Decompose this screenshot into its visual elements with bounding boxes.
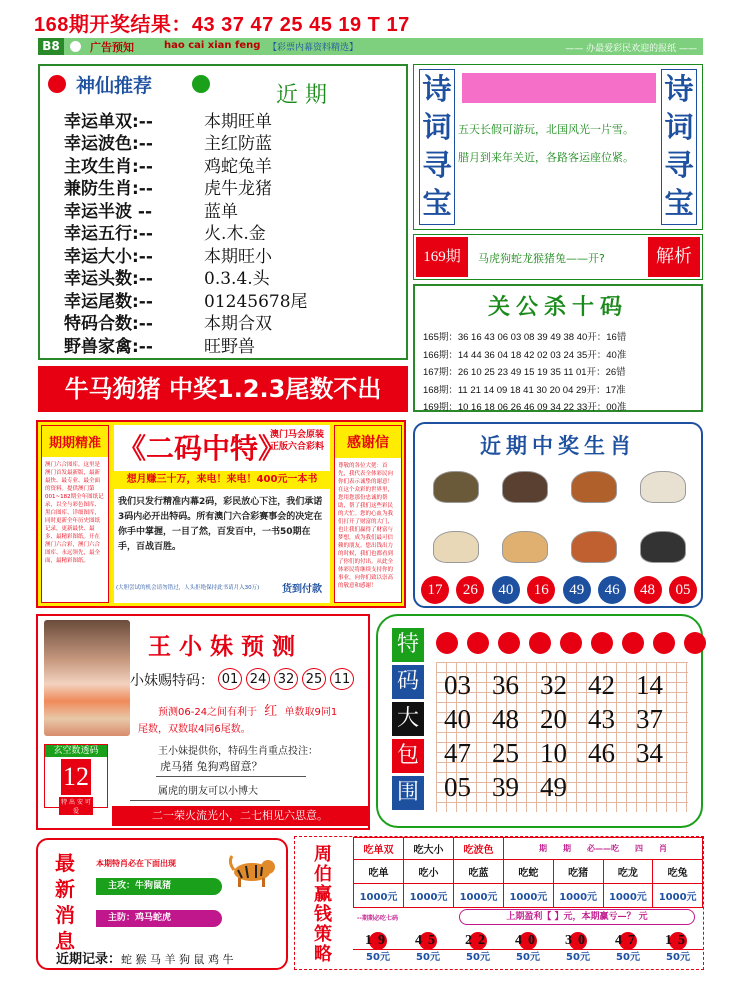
zb-row1-cell: 吃龙 — [603, 860, 653, 884]
zb-ball: 47 — [615, 933, 641, 948]
shenxian-row — [64, 176, 404, 199]
shenxian-row-label: 主攻生肖:-- — [64, 156, 153, 177]
shenxian-row — [64, 266, 404, 289]
zb-ball-cell — [453, 929, 503, 950]
zb-row4-cell: 50元 — [403, 949, 453, 966]
wang-tail — [138, 720, 251, 735]
wang-range-color: 红 — [264, 704, 278, 719]
tema-number: 05 — [444, 772, 471, 802]
red-dot-icon — [560, 632, 582, 654]
wang-zodiac-hint: 虎马猪 兔狗鸡留意？ — [160, 760, 263, 773]
tema-number: 37 — [636, 704, 663, 734]
poem-line-2: 腊月到来年关近，各路客运座位紧。 — [458, 151, 634, 164]
poem-hint: 马虎狗蛇龙猴猪兔——开? — [478, 252, 605, 265]
poem-side-char: 词 — [664, 110, 694, 144]
erma-main-title: 《二码中特》 — [118, 432, 287, 465]
zb-row4-cell: 50元 — [553, 949, 603, 966]
zb-row4-cell: 50元 — [603, 949, 653, 966]
erma-center — [114, 425, 330, 603]
bar-right: —— 办最爱彩民欢迎的报纸 —— — [565, 44, 697, 54]
shenxian-row-value: 0.3.4.头 — [204, 269, 270, 290]
zb-ball-cell — [503, 929, 553, 950]
zb-ball-cell — [553, 929, 603, 950]
recent-zodiac-title: 近期中奖生肖 — [480, 434, 636, 458]
zodiac-ball: 16 — [527, 576, 555, 604]
poem-pink-banner — [462, 73, 656, 103]
zb-row1-cell: 吃小 — [404, 860, 454, 884]
xuankong-num: 12 — [61, 759, 91, 795]
tema-grid-box — [436, 662, 688, 812]
shenxian-row-value: 旺野兽 — [204, 336, 255, 357]
wang-friend-underline — [130, 800, 280, 801]
tema-side-char: 大 — [392, 702, 424, 736]
shenxian-row — [64, 153, 404, 176]
poem-side-char: 诗 — [664, 72, 694, 106]
zodiac-animal-cell — [421, 520, 490, 574]
zb-head-2: 吃大小 — [404, 838, 454, 860]
shenxian-row-value: 鸡蛇兔羊 — [204, 156, 272, 177]
red-dot-icon — [529, 632, 551, 654]
poem-left-column — [419, 69, 455, 225]
poem-side-char: 词 — [422, 110, 452, 144]
page-tag: B8 — [38, 38, 64, 55]
wang-friend: 属虎的朋友可以小博大 — [158, 786, 258, 797]
tema-number: 39 — [492, 772, 519, 802]
poem-box — [413, 64, 703, 230]
shenxian-row-label: 幸运单双:-- — [64, 111, 153, 132]
animal-icon — [571, 531, 617, 563]
shenxian-row-value: 虎牛龙猪 — [204, 179, 272, 200]
tema-side-char: 特 — [392, 628, 424, 662]
erma-left-title: 期期精准 — [42, 426, 108, 457]
shenxian-row — [64, 333, 404, 356]
green-dot-icon — [192, 75, 210, 93]
shenxian-row — [64, 108, 404, 131]
tema-number: 42 — [588, 670, 615, 700]
shenxian-row-value: 本期合双 — [204, 314, 272, 335]
guangong-row: 167期：26 10 25 23 49 15 19 35 11 01开：26错 — [423, 367, 626, 378]
zhoubo-table — [353, 837, 703, 908]
news-header: 本期特肖必在下面出现 — [96, 859, 176, 868]
zb-ball-cell — [403, 929, 453, 950]
zb-ball: 22 — [465, 933, 491, 948]
guangong-title: 关公杀十码 — [487, 295, 628, 320]
zodiac-ball-row — [421, 576, 697, 604]
shenxian-subtitle: 近 期 — [276, 83, 327, 108]
shenxian-row-label: 幸运尾数:-- — [64, 291, 153, 312]
zodiac-animal-cell — [628, 460, 697, 514]
tema-number: 20 — [540, 704, 567, 734]
news-record — [56, 948, 234, 967]
zhoubo-row-1 — [354, 860, 703, 884]
shenxian-row-value: 主红防蓝 — [204, 134, 272, 155]
news-side-char: 消 — [55, 903, 75, 927]
shenxian-row-label: 野兽家禽:-- — [64, 336, 153, 357]
tema-number: 25 — [492, 738, 519, 768]
xuankong-label: 玄空数透码 — [45, 745, 107, 757]
shenxian-row-label: 幸运波色:-- — [64, 134, 153, 155]
zhoubo-side-char: 周 — [314, 844, 332, 865]
zodiac-grid — [421, 460, 697, 574]
zhoubo-side-char: 钱 — [314, 904, 332, 925]
zb-row2-cell: 1000元 — [504, 884, 554, 908]
tema-side-char: 包 — [392, 739, 424, 773]
guangong-rows — [423, 329, 701, 417]
tiger-image — [228, 850, 278, 890]
zb-row1-cell: 吃兔 — [653, 860, 703, 884]
poem-period: 169期 — [416, 237, 468, 277]
zb-ball-cell — [603, 929, 653, 950]
zhoubo-ball-row — [353, 929, 703, 950]
shenxian-row-value: 蓝单 — [204, 201, 238, 222]
zodiac-animal-grid — [421, 460, 697, 574]
animal-icon — [640, 471, 686, 503]
shenxian-row — [64, 311, 404, 334]
wang-provide: 王小妹提供你，特码生肖重点投注： — [158, 746, 318, 757]
zb-row4-cell: 50元 — [653, 949, 703, 966]
xuankong-sub: 特 出 安 可 爱 — [59, 797, 93, 815]
zhoubo-box — [294, 836, 704, 970]
zb-row2-cell: 1000元 — [653, 884, 703, 908]
zodiac-ball: 40 — [492, 576, 520, 604]
red-dot-icon — [653, 632, 675, 654]
erma-right-col — [334, 425, 402, 603]
erma-right-text: 尊敬的各位大佬：首先，我代表全体彩民向你们表示诚挚的谢意！在这个众彩的世界里，您用您那份忠诚的帮助，帮了我们这些彩民的大忙。您的心血为我们打开了财富的大门，也让我们赢得了财富与梦想，成为我们最可信赖的朋友。您出钱出力的时候，我们也都看到了你们的付出。从此全体彩民将继续支持你的事业，向你们致以崇高的敬意和感谢！ — [338, 463, 394, 589]
wang-zodiac-underline — [156, 776, 306, 777]
poem-side-char: 诗 — [422, 72, 452, 106]
shenxian-rows — [64, 108, 404, 356]
shenxian-row-label: 特码合数:-- — [64, 314, 153, 335]
zodiac-animal-cell — [490, 520, 559, 574]
wang-tail-end: 尾数。 — [220, 724, 251, 735]
animal-icon — [640, 531, 686, 563]
tema-side-char: 码 — [392, 665, 424, 699]
zb-row1-cell: 吃蛇 — [504, 860, 554, 884]
circle-icon — [70, 41, 81, 52]
zhoubo-head-row — [354, 838, 703, 860]
zb-head-3: 吃波色 — [454, 838, 504, 860]
zodiac-animal-cell — [490, 460, 559, 514]
zhoubo-row-4 — [353, 949, 703, 966]
tema-number: 14 — [636, 670, 663, 700]
poem-side-char: 寻 — [664, 148, 694, 182]
animal-icon — [433, 531, 479, 563]
wang-special-number: 01 — [218, 668, 242, 690]
guangong-row: 168期：11 21 14 09 18 41 30 20 04 29开：17准 — [423, 384, 626, 396]
tema-number: 34 — [636, 738, 663, 768]
shenxian-row-value: 01245678尾 — [204, 291, 308, 312]
shenxian-row-label: 兼防生肖:-- — [64, 179, 153, 200]
zb-row4-cell: 50元 — [353, 949, 403, 966]
wang-slogan: 二一荣火流光小，二七相见六思意。 — [112, 806, 368, 826]
guangong-row: 165期：36 16 43 06 03 08 39 49 38 40开：16错 — [423, 332, 627, 343]
portrait — [44, 620, 130, 736]
erma-right-title: 感谢信 — [335, 426, 401, 458]
news-side-char: 息 — [55, 929, 75, 953]
poem-answer-bar — [413, 234, 703, 280]
red-dot-icon — [436, 632, 458, 654]
wang-title: 王小妹预测 — [148, 633, 303, 660]
recent-zodiac-box — [413, 422, 703, 608]
erma-footer: (大胆尝试的机会请勿错过，人头拒绝保持此书请月入30万) — [116, 585, 260, 591]
zb-row2-cell: 1000元 — [404, 884, 454, 908]
bar-left: 广告预知 — [90, 41, 134, 54]
tema-number: 43 — [588, 704, 615, 734]
shenxian-row-value: 本期旺小 — [204, 246, 272, 267]
erma-body: 我们只发行精准内幕2码，彩民放心下注，我们承诺3码内必开出特码。所有澳门六合彩赛事会的决定在你手中掌握，一目了然，百发百中，一书50期在手，百战百胜。 — [118, 497, 323, 552]
shenxian-row-label: 幸运头数:-- — [64, 269, 153, 290]
shenxian-row-label: 幸运大小:-- — [64, 246, 153, 267]
tema-number: 49 — [540, 772, 567, 802]
zodiac-animal-cell — [628, 520, 697, 574]
wang-box — [36, 614, 370, 830]
wang-special-numbers — [218, 668, 354, 690]
tema-number: 36 — [492, 670, 519, 700]
shenxian-box — [38, 64, 408, 360]
guangong-box — [413, 284, 703, 412]
red-dot-icon — [684, 632, 706, 654]
poem-right-column — [661, 69, 697, 225]
zb-ball: 15 — [665, 933, 691, 948]
header-bar — [38, 38, 703, 55]
wang-special-label: 小妹赐特码： — [130, 673, 214, 689]
zb-row1-cell: 吃蓝 — [454, 860, 504, 884]
guangong-row: 166期：14 44 36 04 18 42 02 03 24 35开：40准 — [423, 349, 627, 361]
wang-special-number: 32 — [274, 668, 298, 690]
zb-row2-cell: 1000元 — [354, 884, 404, 908]
poem-side-char: 宝 — [422, 186, 452, 220]
news-defend: 主防：鸡马蛇虎 — [96, 910, 222, 927]
wang-range — [158, 700, 337, 719]
poem-side-char: 宝 — [664, 186, 694, 220]
zodiac-animal-cell — [559, 520, 628, 574]
zb-row1-cell: 吃单 — [354, 860, 404, 884]
wang-tail-text: 尾数，双数取 — [138, 724, 198, 735]
wang-special-number: 25 — [302, 668, 326, 690]
wang-odd-text: 单数取 — [284, 707, 315, 718]
zodiac-ball: 26 — [456, 576, 484, 604]
zb-row2-cell: 1000元 — [553, 884, 603, 908]
news-side-char: 最 — [55, 851, 75, 875]
zb-ball: 19 — [365, 933, 391, 948]
zhoubo-side — [311, 845, 335, 965]
zb-row4-cell: 50元 — [503, 949, 553, 966]
zb-ball: 30 — [565, 933, 591, 948]
news-box — [36, 838, 288, 970]
shenxian-banner: 牛马狗猪 中奖1.2.3尾数不出 — [38, 366, 408, 412]
zb-row2-cell: 1000元 — [454, 884, 504, 908]
zb-ball: 40 — [515, 933, 541, 948]
shenxian-title: 神仙推荐 — [76, 75, 153, 97]
shenxian-row — [64, 288, 404, 311]
news-side — [48, 850, 82, 954]
zb-row1-cell: 吃猪 — [553, 860, 603, 884]
zb-ball-cell — [353, 929, 403, 950]
shenxian-row-value: 本期旺单 — [204, 111, 272, 132]
poem-line-1: 五天长假可游玩，北国风光一片雪。 — [458, 123, 634, 136]
tema-box — [376, 614, 703, 828]
zodiac-ball: 05 — [669, 576, 697, 604]
result-title: 168期开奖结果：43 37 47 25 45 19 T 17 — [34, 14, 410, 36]
tema-number: 46 — [588, 738, 615, 768]
news-main: 主攻：牛狗鼠猪 — [96, 878, 222, 895]
zb-head-1: 吃单双 — [354, 838, 404, 860]
poem-side-char: 寻 — [422, 148, 452, 182]
red-dot-icon — [48, 75, 66, 93]
shenxian-row-label: 幸运半波 -- — [64, 201, 153, 222]
tema-numbers — [436, 662, 688, 804]
shenxian-row — [64, 198, 404, 221]
zodiac-ball: 17 — [421, 576, 449, 604]
tema-number: 10 — [540, 738, 567, 768]
tema-number: 32 — [540, 670, 567, 700]
zodiac-ball: 46 — [598, 576, 626, 604]
wang-tail-a: 4 — [198, 724, 205, 735]
zb-ball-cell — [653, 929, 703, 950]
zb-ball: 45 — [415, 933, 441, 948]
zodiac-ball: 49 — [563, 576, 591, 604]
shenxian-row — [64, 221, 404, 244]
wang-odd-a: 9 — [314, 707, 321, 718]
red-dot-icon — [467, 632, 489, 654]
xuankong-box — [44, 744, 108, 815]
animal-icon — [571, 471, 617, 503]
tema-number: 40 — [444, 704, 471, 734]
tema-number: 48 — [492, 704, 519, 734]
zhoubo-side-char: 略 — [314, 944, 332, 965]
zhoubo-side-char: 策 — [314, 924, 332, 945]
zb-must: --期期必吃七码 — [357, 915, 398, 922]
animal-icon — [502, 471, 548, 503]
zb-row2-cell: 1000元 — [603, 884, 653, 908]
red-dot-icon — [591, 632, 613, 654]
zodiac-animal-cell — [559, 460, 628, 514]
tema-dots — [436, 632, 706, 654]
news-record-values: 蛇 猴 马 羊 狗 鼠 鸡 牛 — [121, 953, 234, 966]
tema-number: 47 — [444, 738, 471, 768]
red-dot-icon — [498, 632, 520, 654]
zodiac-animal-cell — [421, 460, 490, 514]
wang-special-number: 11 — [330, 668, 354, 690]
animal-icon — [502, 531, 548, 563]
zhoubo-side-char: 伯 — [314, 864, 332, 885]
tema-side — [392, 628, 424, 813]
zb-profit: 上期盈利【 】元，本期赢亏—？ 元 — [459, 909, 695, 925]
shenxian-row — [64, 131, 404, 154]
erma-box — [36, 420, 406, 608]
guangong-row: 169期：10 16 18 06 26 46 09 34 22 33开：00准 — [423, 402, 627, 413]
wang-odd-b: 同1 — [320, 707, 338, 718]
zodiac-ball: 48 — [634, 576, 662, 604]
shenxian-row-value: 火.木.金 — [204, 224, 266, 245]
animal-icon — [433, 471, 479, 503]
erma-footer-2: 货到付款 — [282, 584, 322, 595]
tema-number: 03 — [444, 670, 471, 700]
wang-tail-b: 同6 — [204, 724, 221, 735]
red-dot-icon — [622, 632, 644, 654]
erma-slogan: 想月赚三十万，来电！来电！400元一本书 — [114, 471, 330, 489]
news-record-label: 近期记录： — [56, 952, 122, 967]
erma-left-col — [41, 425, 109, 603]
shenxian-row-label: 幸运五行:-- — [64, 224, 153, 245]
zhoubo-side-char: 赢 — [314, 884, 332, 905]
erma-main-side: 澳门马会原装正版六合彩料 — [270, 430, 325, 452]
zhoubo-row-2 — [354, 884, 703, 908]
zb-head-4: 期 期 必——吃 四 肖 — [504, 838, 703, 860]
erma-left-text: 澳门六合图库，这里是澳门首发最新版，最新最快、最专业、最全面的资料。提供澳门第001~182期全年图纸记录，以全与彩色图库、黑白图库、详细图库，同时更新全年历史图纸记录，更新最快、最多、最精彩图纸。开在澳门六合彩，澳门六合图库、永远领先，最全面，最精彩图纸。 — [45, 462, 104, 564]
shenxian-row — [64, 243, 404, 266]
poem-analysis: 解析 — [648, 237, 700, 277]
wang-special-number: 24 — [246, 668, 270, 690]
zb-row4-cell: 50元 — [453, 949, 503, 966]
bar-pinyin: hao cai xian feng — [164, 40, 261, 51]
bar-mid: 【彩票内幕资料精选】 — [268, 43, 359, 53]
news-side-char: 新 — [55, 877, 75, 901]
wang-range-text: 预测06-24之间有利于 — [158, 707, 258, 718]
tema-side-char: 围 — [392, 776, 424, 810]
